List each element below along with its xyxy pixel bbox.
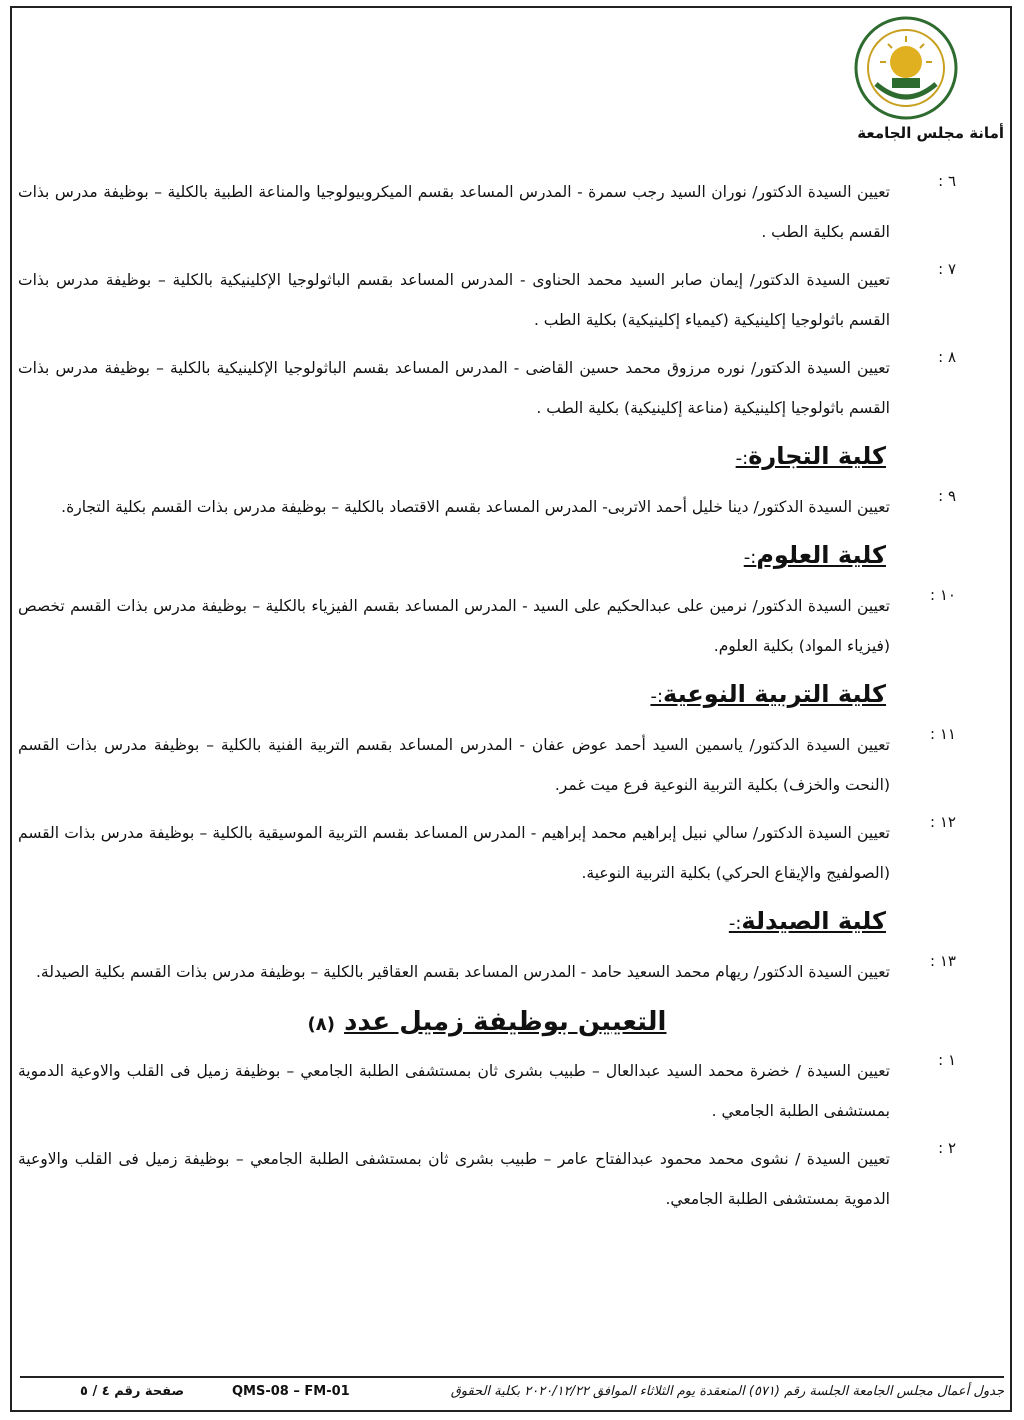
item-number: ١١ : [930, 725, 956, 743]
item-number: ٦ : [938, 172, 956, 190]
item-text: تعيين السيدة الدكتور/ ياسمين السيد أحمد عوض عفان - المدرس المساعد بقسم التربية الفنية بالكلية – بوظيفة مدرس بذات القسم (النحت والخزف) بكلية التربية النوعية فرع ميت غمر. [18, 736, 890, 794]
item-number: ١٠ : [930, 586, 956, 604]
item-text: تعيين السيدة الدكتور/ إيمان صابر السيد محمد الحناوى - المدرس المساعد بقسم الباثولوجيا الإكلينيكية بالكلية – بوظيفة مدرس بذات القسم باثولوجيا إكلينيكية (كيمياء إكلينيكية) بكلية الطب . [18, 271, 890, 329]
section-title: كلية الصيدلة [741, 907, 886, 935]
section-heading [18, 674, 956, 717]
item-number: ٨ : [938, 348, 956, 366]
list-item [18, 348, 956, 428]
item-text: تعيين السيدة الدكتور/ سالي نبيل إبراهيم محمد إبراهيم - المدرس المساعد بقسم التربية الموسيقية بالكلية – بوظيفة مدرس بذات القسم (الصولفيج والإيقاع الحركي) بكلية التربية النوعية. [18, 824, 890, 882]
fellow-appointments-heading [18, 1000, 956, 1047]
page-footer [20, 1376, 1004, 1408]
item-text: تعيين السيدة الدكتور/ دينا خليل أحمد الاتربى- المدرس المساعد بقسم الاقتصاد بالكلية – بوظيفة مدرس بذات القسم بكلية التجارة. [61, 498, 890, 516]
meeting-reference: جدول أعمال مجلس الجامعة الجلسة رقم (٥٧١) المنعقدة يوم الثلاثاء الموافق ٢٠٢٠/١٢/٢٢ بكلية الحقوق [450, 1384, 1004, 1399]
item-text: تعيين السيدة / خضرة محمد السيد عبدالعال – طبيب بشرى ثان بمستشفى الطلبة الجامعي – بوظيفة زميل فى القلب والاوعية الدموية بمستشفى الطلبة الجامعي . [18, 1062, 890, 1120]
section-title: كلية التجارة [748, 442, 886, 470]
fellow-heading-count: (٨) [307, 1014, 335, 1035]
list-item [18, 172, 956, 252]
section-suffix: :- [735, 448, 749, 469]
item-number: ١٢ : [930, 813, 956, 831]
item-number: ٧ : [938, 260, 956, 278]
section-heading [18, 901, 956, 944]
council-secretariat-title: أمانة مجلس الجامعة [857, 124, 1004, 142]
item-text: تعيين السيدة الدكتور/ نوره مرزوق محمد حسين القاضى - المدرس المساعد بقسم الباثولوجيا الإكلينيكية بالكلية – بوظيفة مدرس بذات القسم باثولوجيا إكلينيكية (مناعة إكلينيكية) بكلية الطب . [18, 359, 890, 417]
fellow-heading-title: التعيين بوظيفة زميل عدد [344, 1007, 667, 1037]
section-suffix: :- [650, 686, 664, 707]
section-title: كلية التربية النوعية [663, 680, 886, 708]
list-item [18, 260, 956, 340]
list-item [18, 487, 956, 527]
list-item [18, 586, 956, 666]
item-text: تعيين السيدة الدكتور/ نرمين على عبدالحكيم على السيد - المدرس المساعد بقسم الفيزياء بالكلية – بوظيفة مدرس بذات القسم تخصص (فيزياء المواد) بكلية العلوم. [18, 597, 890, 655]
university-logo [852, 14, 960, 122]
page-number: صفحة رقم ٤ / ٥ [80, 1384, 185, 1399]
item-text: تعيين السيدة الدكتور/ ريهام محمد السعيد حامد - المدرس المساعد بقسم العقاقير بالكلية – بوظيفة مدرس بذات القسم بكلية الصيدلة. [35, 963, 890, 981]
list-item [18, 725, 956, 805]
document-body [18, 172, 956, 1227]
list-item [18, 813, 956, 893]
document-code: QMS-08 – FM-01 [232, 1384, 350, 1399]
item-number: ٢ : [938, 1139, 956, 1157]
list-item [18, 1051, 956, 1131]
section-suffix: :- [743, 547, 757, 568]
item-number: ٩ : [938, 487, 956, 505]
list-item [18, 1139, 956, 1219]
item-text: تعيين السيدة / نشوى محمد محمود عبدالفتاح عامر – طبيب بشرى ثان بمستشفى الطلبة الجامعي – بوظيفة زميل فى القلب والاوعية الدموية بمستشفى الطلبة الجامعي. [18, 1150, 890, 1208]
item-text: تعيين السيدة الدكتور/ نوران السيد رجب سمرة - المدرس المساعد بقسم الميكروبيولوجيا والمناعة الطبية بالكلية – بوظيفة مدرس بذات القسم بكلية الطب . [18, 183, 890, 241]
section-heading [18, 436, 956, 479]
section-heading [18, 535, 956, 578]
item-number: ١٣ : [930, 952, 956, 970]
list-item [18, 952, 956, 992]
section-title: كلية العلوم [756, 541, 886, 569]
item-number: ١ : [938, 1051, 956, 1069]
section-suffix: :- [728, 913, 742, 934]
